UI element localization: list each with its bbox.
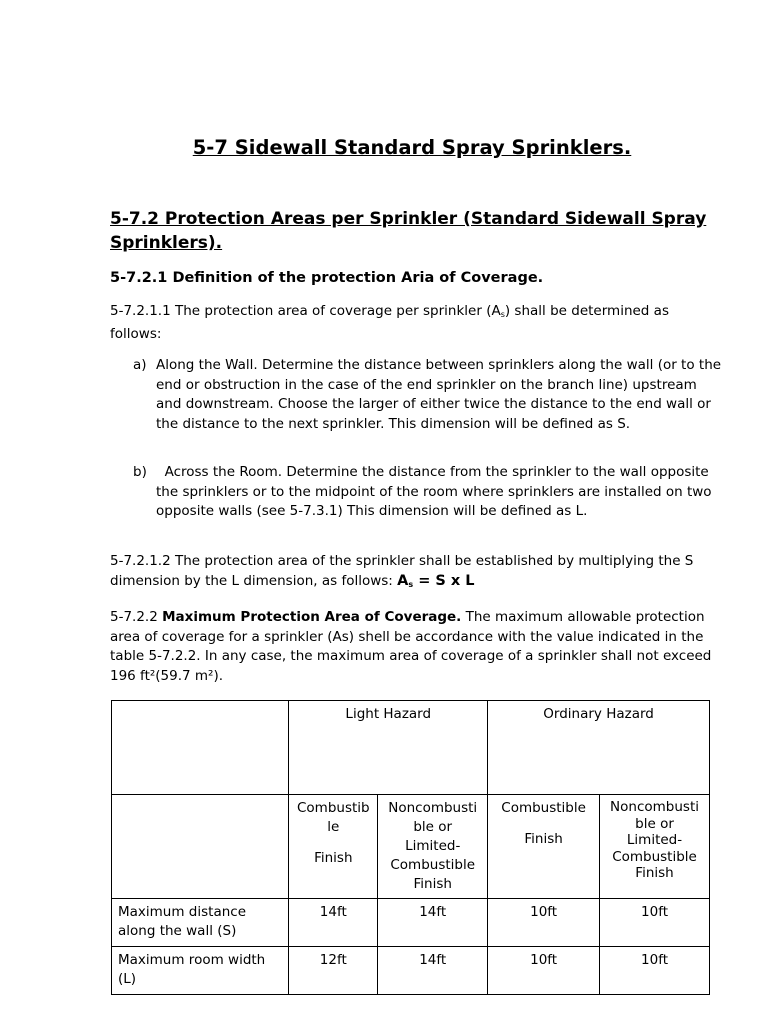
subheader-ordinary-combustible bbox=[488, 795, 600, 899]
table-cell: 14ft bbox=[378, 947, 488, 995]
column-group-ordinary-hazard: Ordinary Hazard bbox=[488, 701, 710, 795]
header-line: Limited- bbox=[405, 838, 461, 854]
table-corner-cell bbox=[112, 701, 289, 795]
table-cell: 12ft bbox=[289, 947, 378, 995]
subheader-light-combustible bbox=[289, 795, 378, 899]
header-line: ble or bbox=[635, 815, 674, 832]
formula-a: A bbox=[397, 572, 409, 589]
header-line: Noncombusti bbox=[610, 799, 699, 815]
formula-rest: = S x L bbox=[413, 572, 475, 589]
row-label-max-distance: Maximum distance along the wall (S) bbox=[112, 899, 289, 947]
paragraph-bold-lead: Maximum Protection Area of Coverage. bbox=[162, 609, 462, 625]
header-line: Noncombusti bbox=[388, 800, 478, 816]
header-line: Finish bbox=[413, 876, 452, 892]
paragraph-text: 5-7.2.1.2 The protection area of the sprinkler shall be established by multiplying the S dimension by the L dimension, as follows: bbox=[110, 553, 694, 589]
paragraph-text: The maximum allowable protection area of coverage for a sprinkler (As) shell be accordance with the value indicated in the table 5-7.2.2. In any case, the maximum area of coverage of a sprinkler shall not exceed 196 ft²(59.7 m²). bbox=[110, 609, 712, 684]
table-cell: 10ft bbox=[488, 947, 600, 995]
section-heading-5-7-2: 5-7.2 Protection Areas per Sprinkler (Standard Sidewall Spray Sprinklers). bbox=[110, 209, 707, 253]
list-item-b bbox=[133, 463, 723, 522]
header-line: Combustible bbox=[390, 857, 476, 873]
page-title: 5-7 Sidewall Standard Spray Sprinklers. bbox=[192, 136, 632, 159]
subscript-s: s bbox=[500, 310, 505, 319]
header-line: Limited- bbox=[626, 832, 683, 848]
header-line: Combustible bbox=[612, 848, 697, 865]
formula bbox=[397, 573, 474, 589]
header-gap bbox=[492, 818, 595, 830]
header-line: ble or bbox=[413, 819, 453, 835]
paragraph-5-7-2-1-2 bbox=[110, 552, 722, 594]
paragraph-5-7-2-2 bbox=[110, 608, 722, 686]
column-group-light-hazard: Light Hazard bbox=[289, 701, 488, 795]
table-cell: 10ft bbox=[600, 899, 710, 947]
paragraph-number: 5-7.2.2 bbox=[110, 609, 163, 625]
table-empty-cell bbox=[112, 795, 289, 899]
subheader-ordinary-noncombustible bbox=[600, 795, 710, 899]
formula-subscript: s bbox=[408, 579, 414, 589]
subheader-light-noncombustible bbox=[378, 795, 488, 899]
list-marker: b) bbox=[133, 464, 147, 480]
list-item-text: Across the Room. Determine the distance from the sprinkler to the wall opposite the sprinklers or to the midpoint of the room where sprinklers are installed on two opposite walls (see 5-7.3.1) This dimension will be defined as L. bbox=[156, 464, 716, 519]
header-line: Finish bbox=[635, 865, 674, 881]
header-gap bbox=[293, 837, 373, 849]
table-cell: 14ft bbox=[378, 899, 488, 947]
row-label-max-room-width: Maximum room width (L) bbox=[112, 947, 289, 995]
list-item-a bbox=[133, 356, 723, 434]
paragraph-5-7-2-1-1 bbox=[110, 302, 722, 344]
table-row bbox=[112, 947, 710, 995]
header-line: Finish bbox=[314, 850, 353, 866]
header-line: Combustible bbox=[501, 800, 586, 816]
header-line: Finish bbox=[524, 831, 563, 847]
header-line: le bbox=[327, 819, 340, 835]
table-header-row bbox=[112, 701, 710, 795]
paragraph-text: 5-7.2.1.1 The protection area of coverage per sprinkler (A bbox=[110, 303, 501, 319]
table-cell: 10ft bbox=[488, 899, 600, 947]
section-heading-5-7-2-1: 5-7.2.1 Definition of the protection Aria of Coverage. bbox=[110, 270, 544, 286]
paragraph-text-cont: ) shall be determined as follows: bbox=[110, 303, 669, 342]
list-item-text: Along the Wall. Determine the distance between sprinklers along the wall (or to the end or obstruction in the case of the end sprinkler on the branch line) upstream and downstream. Choose the larger of either twice the distance to the end wall or the distance to the next sprinkler. This dimension will be defined as S. bbox=[156, 357, 722, 432]
table-subheader-row bbox=[112, 795, 710, 899]
coverage-table bbox=[111, 700, 710, 995]
table-cell: 14ft bbox=[289, 899, 378, 947]
list-marker: a) bbox=[133, 357, 147, 373]
table-row bbox=[112, 899, 710, 947]
header-line: Combustib bbox=[296, 800, 370, 816]
table-cell: 10ft bbox=[600, 947, 710, 995]
